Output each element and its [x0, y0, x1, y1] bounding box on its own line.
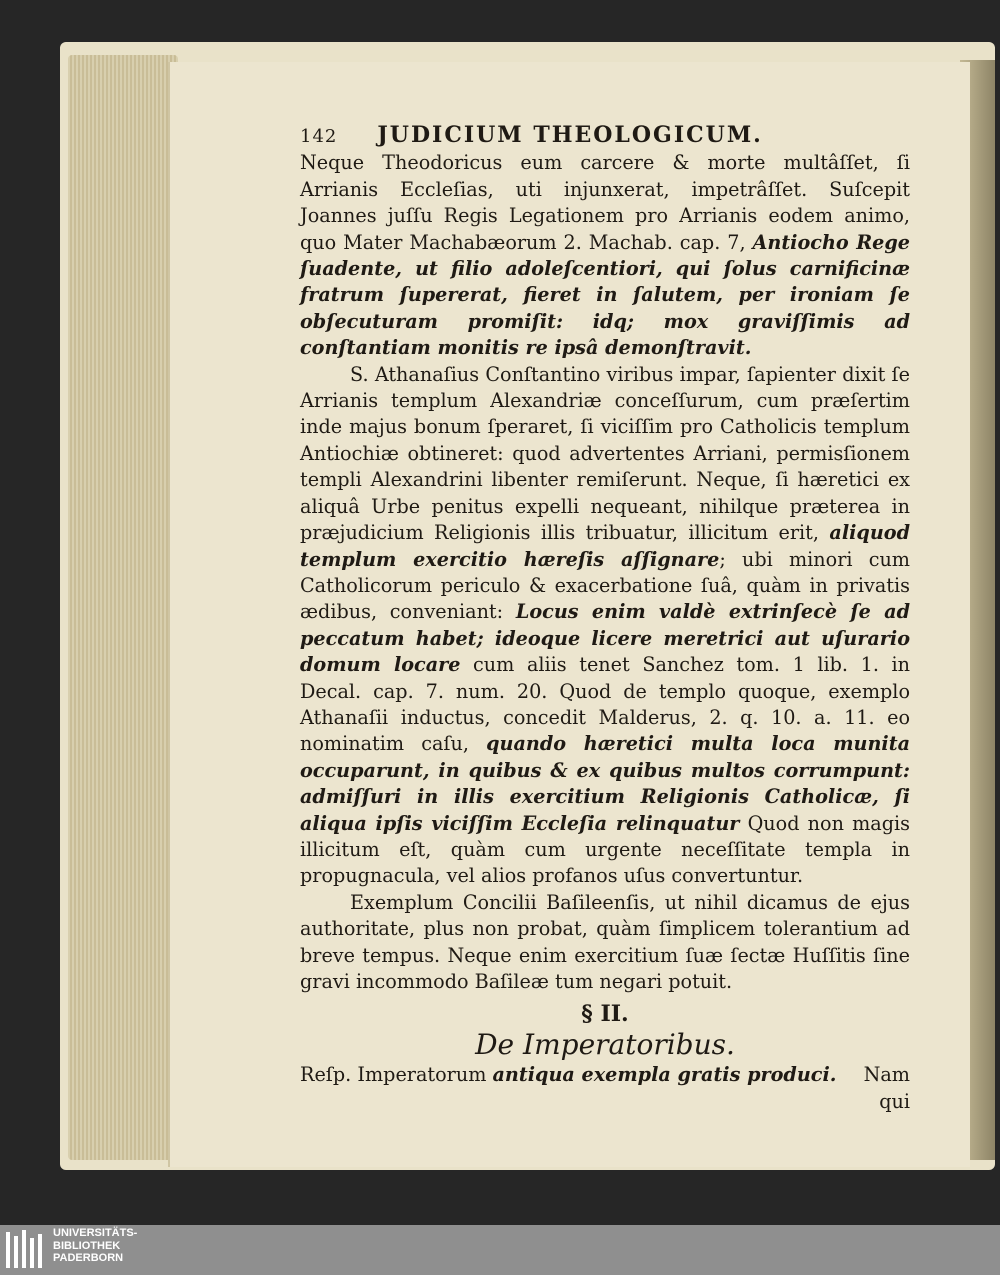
library-name: [53, 1227, 137, 1265]
text-run: Neque Theodoricus eum carcere & morte multâſſet, ſi Arrianis Eccleſias, uti injunxerat, impetrâſſet. Suſcepit Joannes juſſu Regis Legationem pro Arrianis eodem animo, quo Mater Machabæorum 2. Machab. cap. 7,: [300, 151, 910, 254]
page-number: 142: [300, 126, 338, 147]
text-run: Quod non magis illicitum eſt, quàm cum urgente neceſſitate templa in propugnacula, vel alios profanos uſus convertuntur.: [300, 811, 911, 888]
library-name-line: PADERBORN: [53, 1252, 124, 1264]
response-line: [300, 1062, 910, 1088]
section-mark: § II.: [581, 1001, 629, 1028]
response-lead: Reſp. Imperatorum: [300, 1063, 493, 1087]
page-text: [300, 122, 910, 1115]
italic-run: Locus enim valdè extrinſecè ſe ad peccatum habet; ideoque licere meretrici aut uſurario domum locare: [300, 600, 910, 677]
page-edges: [68, 55, 178, 1160]
italic-run: quando hæretici multa loca munita occuparunt, in quibus & ex quibus multos corrumpunt: admiſſuri in illis exercitium Religionis Catholicæ, ſi aliqua ipſis viciſſim Eccleſia relinquatur: [300, 732, 910, 835]
italic-run: aliquod templum exercitio hæreſis aſſignare: [300, 521, 910, 571]
italic-run: Antiocho Rege ſuadente, ut filio adoleſcentiori, qui ſolus carnificinæ fratrum ſupererat, fieret in ſalutem, per ironiam ſe obſecuturam promiſit: idq; mox graviſſimis ad conſtantiam monitis re ipsâ demonſtravit.: [300, 230, 910, 360]
library-name-line: BIBLIOTHEK: [53, 1239, 121, 1252]
paragraph: [300, 362, 910, 890]
response-text: [300, 1062, 836, 1088]
text-run: ; ubi minori cum Catholicorum periculo & exacerbatione ſuâ, quàm in privatis ædibus, conveniant:: [300, 547, 911, 624]
running-title: JUDICIUM THEOLOGICUM.: [377, 122, 763, 148]
paragraph: [300, 150, 910, 361]
library-logo-icon: [4, 1228, 48, 1272]
text-run: cum aliis tenet Sanchez tom. 1 lib. 1. in Decal. cap. 7. num. 20. Quod de templo quoque, exemplo Athanaſii inductus, concedit Malderus, 2. q. 10. a. 11. eo nominatim caſu,: [300, 653, 911, 756]
text-run: Exemplum Concilii Baſileenſis, ut nihil dicamus de ejus authoritate, plus non probat, quàm ſimplicem tolerantium ad breve tempus. Neque enim exercitium ſuæ ſectæ Huſſitis ſine gravi incommodo Baſileæ tum negari potuit.: [300, 890, 910, 993]
paragraph: [300, 890, 910, 996]
section-title: De Imperatoribus.: [475, 1027, 735, 1061]
library-name-line: UNIVERSITÄTS-: [53, 1227, 138, 1239]
response-trail: Nam: [863, 1063, 910, 1087]
catchword: qui: [879, 1089, 910, 1113]
response-italic: antiqua exempla gratis produci.: [492, 1063, 837, 1087]
running-head: [300, 122, 910, 150]
library-footer: [0, 1225, 1000, 1275]
text-run: S. Athanaſius Conſtantino viribus impar, ſapienter dixit ſe Arrianis templum Alexandriæ conceſſurum, cum præſertim inde majus bonum ſperaret, ſi viciſſim pro Catholicis templum Antiochiæ obtineret: quod advertentes Arriani, permisſionem templi Alexandrini libenter remiſerunt. Neque, ſi hæretici ex aliquâ Urbe penitus expelli nequeant, nihilque præterea in præjudicium Religionis illis tribuatur, illicitum erit,: [300, 362, 910, 545]
